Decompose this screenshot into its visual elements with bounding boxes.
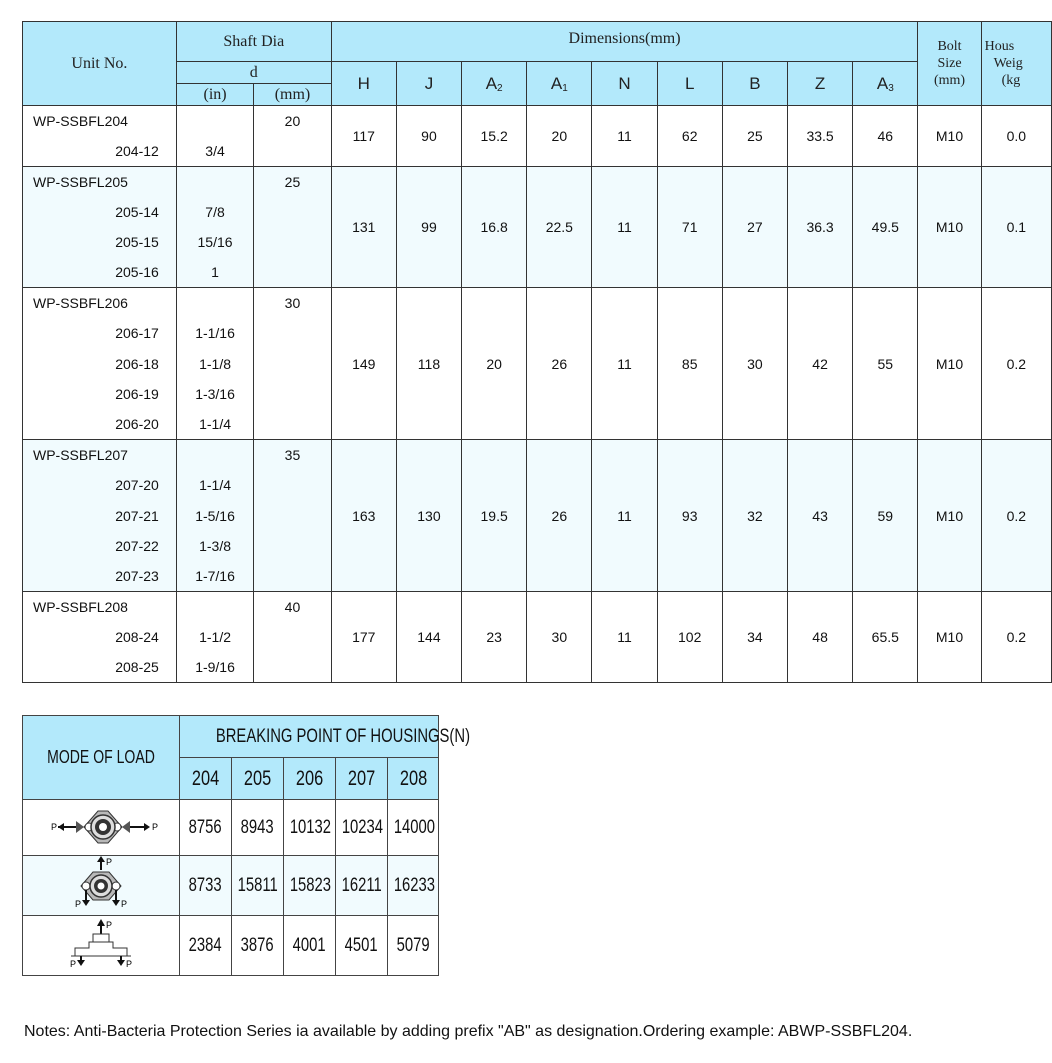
dimension-H-cell: 163	[331, 440, 396, 592]
shaft-mm-cell	[254, 197, 331, 227]
breaking-value: 3876	[232, 916, 284, 976]
header-A2: $A_2$	[462, 62, 527, 106]
unit-sub-cell: 206-20	[23, 409, 177, 439]
svg-text:P: P	[75, 899, 82, 909]
breaking-value: 16211	[336, 856, 388, 916]
dimension-L-cell: 71	[657, 166, 722, 288]
shaft-mm-cell	[254, 379, 331, 409]
dimension-A2-cell: 23	[462, 592, 527, 683]
side-view-pull-load-icon	[51, 916, 151, 970]
shaft-mm-cell	[254, 409, 331, 439]
dimension-N-cell: 11	[592, 440, 657, 592]
header-dimensions: Dimensions(mm)	[331, 22, 918, 62]
svg-text:P: P	[70, 959, 77, 969]
breaking-value: 14000	[388, 800, 439, 856]
dimension-weight-cell: 0.2	[981, 440, 1051, 592]
unit-sub-cell: 207-22	[23, 531, 177, 561]
dimension-J-cell: 130	[396, 440, 461, 592]
dimension-A1-cell: 30	[527, 592, 592, 683]
shaft-inch-cell	[176, 106, 253, 136]
size-header: 208	[388, 758, 439, 800]
header-H: H	[331, 62, 396, 106]
breaking-value: 10132	[284, 800, 336, 856]
mode-of-load-header: MODE OF LOAD	[23, 716, 180, 800]
header-shaft-dia: Shaft Dia	[176, 22, 331, 62]
shaft-inch-cell: 15/16	[176, 227, 253, 257]
svg-text:P: P	[51, 822, 58, 832]
shaft-mm-cell: 25	[254, 166, 331, 196]
unit-model-cell: WP-SSBFL207	[23, 440, 177, 470]
unit-sub-cell: 206-18	[23, 349, 177, 379]
header-N: N	[592, 62, 657, 106]
breaking-value: 10234	[336, 800, 388, 856]
dimension-L-cell: 102	[657, 592, 722, 683]
unit-sub-cell: 208-25	[23, 653, 177, 683]
dimension-A3-cell: 49.5	[853, 166, 918, 288]
table-row	[23, 592, 1052, 622]
breaking-value: 16233	[388, 856, 439, 916]
dimension-J-cell: 144	[396, 592, 461, 683]
breaking-value: 4001	[284, 916, 336, 976]
unit-model-cell: WP-SSBFL205	[23, 166, 177, 196]
dimension-J-cell: 118	[396, 288, 461, 440]
dimension-L-cell: 85	[657, 288, 722, 440]
dimension-N-cell: 11	[592, 592, 657, 683]
dimension-A2-cell: 20	[462, 288, 527, 440]
dimension-A2-cell: 15.2	[462, 106, 527, 167]
breaking-value: 2384	[180, 916, 232, 976]
shaft-mm-cell	[254, 257, 331, 287]
dimension-bolt-cell: M10	[918, 106, 981, 167]
dimension-N-cell: 11	[592, 106, 657, 167]
load-mode-cell	[23, 856, 180, 916]
breaking-point-table	[22, 715, 471, 976]
unit-sub-cell: 207-23	[23, 561, 177, 591]
dimension-bolt-cell: M10	[918, 440, 981, 592]
svg-text:P: P	[121, 899, 128, 909]
dimension-A3-cell: 65.5	[853, 592, 918, 683]
dimension-Z-cell: 33.5	[787, 106, 852, 167]
shaft-inch-cell	[176, 440, 253, 470]
header-mm: (mm)	[254, 84, 331, 106]
header-A3: $A_3$	[853, 62, 918, 106]
dimension-A1-cell: 20	[527, 106, 592, 167]
header-Z: Z	[787, 62, 852, 106]
shaft-mm-cell	[254, 653, 331, 683]
dimension-A3-cell: 46	[853, 106, 918, 167]
header-unit-no: Unit No.	[23, 22, 177, 106]
shaft-inch-cell: 1-1/2	[176, 622, 253, 652]
shaft-inch-cell: 1-9/16	[176, 653, 253, 683]
load-mode-cell	[23, 800, 180, 856]
horizontal-pull-load-icon	[36, 802, 166, 848]
shaft-inch-cell	[176, 288, 253, 318]
header-B: B	[722, 62, 787, 106]
size-header: 206	[284, 758, 336, 800]
unit-sub-cell: 208-24	[23, 622, 177, 652]
shaft-mm-cell: 20	[254, 106, 331, 136]
header-bolt-size: Bolt Size (mm)	[918, 22, 981, 106]
load-row	[23, 800, 439, 856]
dimension-B-cell: 32	[722, 440, 787, 592]
dimension-A3-cell: 55	[853, 288, 918, 440]
header-housing-weight: Hous Weig (kg	[981, 22, 1051, 106]
dimension-J-cell: 90	[396, 106, 461, 167]
size-header: 207	[336, 758, 388, 800]
header-L: L	[657, 62, 722, 106]
dimension-H-cell: 117	[331, 106, 396, 167]
unit-sub-cell: 207-20	[23, 470, 177, 500]
dimension-bolt-cell: M10	[918, 166, 981, 288]
breaking-value: 8943	[232, 800, 284, 856]
table-row	[23, 106, 1052, 136]
shaft-inch-cell: 1-5/16	[176, 501, 253, 531]
load-mode-cell	[23, 916, 180, 976]
table-row	[23, 166, 1052, 196]
unit-sub-cell: 207-21	[23, 501, 177, 531]
shaft-mm-cell	[254, 501, 331, 531]
unit-sub-cell: 205-16	[23, 257, 177, 287]
size-header: 205	[232, 758, 284, 800]
dimension-A2-cell: 19.5	[462, 440, 527, 592]
dimension-weight-cell: 0.0	[981, 106, 1051, 167]
unit-sub-cell: 206-17	[23, 318, 177, 348]
shaft-mm-cell	[254, 227, 331, 257]
dimension-table-container	[22, 21, 1027, 687]
dimension-H-cell: 149	[331, 288, 396, 440]
dimension-A2-cell: 16.8	[462, 166, 527, 288]
dimension-B-cell: 27	[722, 166, 787, 288]
svg-text:P: P	[152, 822, 159, 832]
shaft-inch-cell: 1-1/8	[176, 349, 253, 379]
shaft-mm-cell	[254, 561, 331, 591]
breaking-value: 15823	[284, 856, 336, 916]
breaking-value: 8733	[180, 856, 232, 916]
header-inch: (in)	[176, 84, 253, 106]
breaking-value: 8756	[180, 800, 232, 856]
unit-sub-cell: 206-19	[23, 379, 177, 409]
dimension-A3-cell: 59	[853, 440, 918, 592]
dimension-B-cell: 30	[722, 288, 787, 440]
shaft-mm-cell	[254, 470, 331, 500]
shaft-mm-cell	[254, 531, 331, 561]
shaft-mm-cell: 30	[254, 288, 331, 318]
header-d: d	[176, 62, 331, 84]
load-row	[23, 856, 439, 916]
dimension-bolt-cell: M10	[918, 592, 981, 683]
svg-text:P: P	[106, 857, 113, 867]
dimension-Z-cell: 43	[787, 440, 852, 592]
breaking-value: 5079	[388, 916, 439, 976]
size-header: 204	[180, 758, 232, 800]
dimension-B-cell: 25	[722, 106, 787, 167]
svg-text:P: P	[106, 920, 113, 930]
shaft-inch-cell: 3/4	[176, 136, 253, 166]
unit-model-cell: WP-SSBFL208	[23, 592, 177, 622]
svg-text:P: P	[126, 959, 133, 969]
dimension-weight-cell: 0.2	[981, 592, 1051, 683]
header-J: J	[396, 62, 461, 106]
unit-sub-cell: 204-12	[23, 136, 177, 166]
shaft-mm-cell: 35	[254, 440, 331, 470]
shaft-mm-cell	[254, 318, 331, 348]
shaft-mm-cell	[254, 622, 331, 652]
unit-model-cell: WP-SSBFL206	[23, 288, 177, 318]
dimension-H-cell: 131	[331, 166, 396, 288]
dimension-L-cell: 93	[657, 440, 722, 592]
shaft-inch-cell: 1-7/16	[176, 561, 253, 591]
unit-sub-cell: 205-15	[23, 227, 177, 257]
dimension-B-cell: 34	[722, 592, 787, 683]
dimension-J-cell: 99	[396, 166, 461, 288]
dimension-Z-cell: 42	[787, 288, 852, 440]
dimension-table-body	[23, 106, 1052, 683]
dimension-L-cell: 62	[657, 106, 722, 167]
breaking-value: 4501	[336, 916, 388, 976]
dimension-H-cell: 177	[331, 592, 396, 683]
notes-text: Notes: Anti-Bacteria Protection Series ia available by adding prefix "AB" as designation.Ordering example: ABWP-SSBFL204.	[24, 1023, 913, 1040]
dimension-A1-cell: 22.5	[527, 166, 592, 288]
dimension-Z-cell: 36.3	[787, 166, 852, 288]
unit-model-cell: WP-SSBFL204	[23, 106, 177, 136]
shaft-inch-cell: 7/8	[176, 197, 253, 227]
dimension-bolt-cell: M10	[918, 288, 981, 440]
shaft-inch-cell: 1-3/16	[176, 379, 253, 409]
vertical-split-load-icon	[51, 856, 151, 910]
table-row	[23, 288, 1052, 318]
load-row	[23, 916, 439, 976]
header-A1: $A_1$	[527, 62, 592, 106]
shaft-inch-cell: 1-3/8	[176, 531, 253, 561]
shaft-inch-cell	[176, 592, 253, 622]
dimension-weight-cell: 0.2	[981, 288, 1051, 440]
dimension-A1-cell: 26	[527, 440, 592, 592]
dimension-weight-cell: 0.1	[981, 166, 1051, 288]
breaking-value: 15811	[232, 856, 284, 916]
shaft-inch-cell: 1-1/16	[176, 318, 253, 348]
breaking-point-header: BREAKING POINT OF HOUSINGS(N)	[180, 716, 439, 758]
unit-sub-cell: 205-14	[23, 197, 177, 227]
shaft-inch-cell: 1	[176, 257, 253, 287]
dimension-table	[22, 21, 1052, 683]
shaft-mm-cell	[254, 136, 331, 166]
dimension-N-cell: 11	[592, 166, 657, 288]
table-row	[23, 440, 1052, 470]
shaft-mm-cell: 40	[254, 592, 331, 622]
dimension-N-cell: 11	[592, 288, 657, 440]
shaft-mm-cell	[254, 349, 331, 379]
shaft-inch-cell	[176, 166, 253, 196]
shaft-inch-cell: 1-1/4	[176, 470, 253, 500]
dimension-A1-cell: 26	[527, 288, 592, 440]
dimension-Z-cell: 48	[787, 592, 852, 683]
shaft-inch-cell: 1-1/4	[176, 409, 253, 439]
